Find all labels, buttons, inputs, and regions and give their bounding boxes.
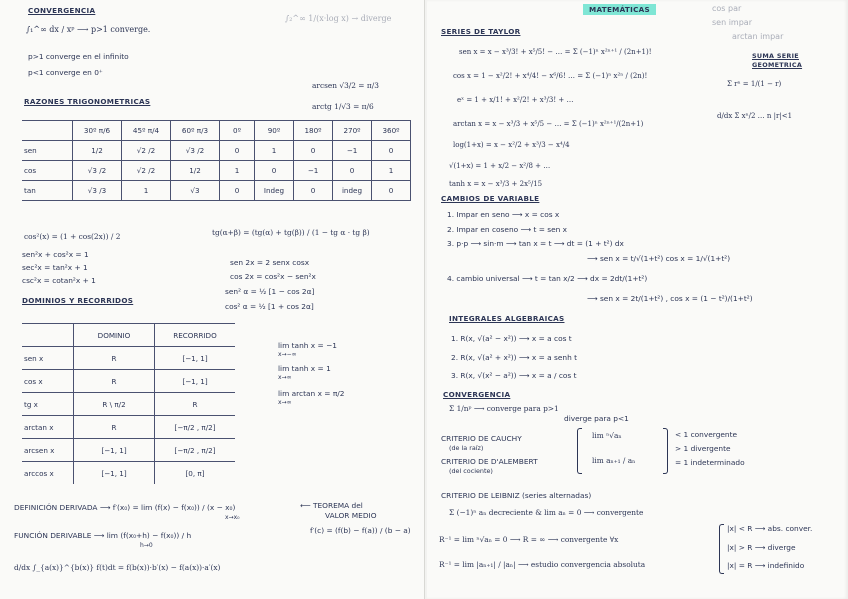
cauchy-limit: lim ⁿ√aₙ bbox=[592, 431, 622, 440]
ratio-lt-1: < 1 convergente bbox=[675, 430, 738, 439]
p-series-diverge: diverge para p<1 bbox=[564, 414, 629, 423]
table-cell: −1 bbox=[333, 141, 372, 161]
table-row bbox=[22, 141, 411, 161]
algebraic-integral-1: 1. R(x, √(a² − x²)) ⟶ x = a cos t bbox=[451, 334, 572, 343]
sqrt-series: √(1+x) = 1 + x/2 − x²/8 + … bbox=[449, 162, 551, 170]
table-cell: arcsen x bbox=[22, 439, 74, 462]
limit-tanh-neg: lim tanh x = −1 bbox=[278, 341, 337, 350]
log-series: log(1+x) = x − x²/2 + x³/3 − x⁴/4 bbox=[453, 141, 570, 149]
geometrica-label: GEOMETRICA bbox=[752, 61, 803, 69]
table-row bbox=[22, 324, 235, 347]
table-cell: 0 bbox=[255, 161, 294, 181]
faint-integral: ∫₂^∞ 1/(x·log x) → diverge bbox=[285, 14, 392, 23]
identity-3: csc²x = cotan²x + 1 bbox=[22, 276, 96, 285]
table-row bbox=[22, 439, 235, 462]
table-cell: −1 bbox=[294, 161, 333, 181]
tg-sum-formula: tg(α+β) = (tg(α) + tg(β)) / (1 − tg α · tg β) bbox=[212, 228, 370, 237]
table-cell: cos x bbox=[22, 370, 74, 393]
identity-2: sec²x = tan²x + 1 bbox=[22, 263, 88, 272]
table-cell: 30º π/6 bbox=[73, 121, 122, 141]
domain-range-table bbox=[22, 323, 235, 484]
table-cell bbox=[22, 121, 73, 141]
criteria-brace-right bbox=[663, 428, 668, 474]
trig-values-table bbox=[22, 120, 411, 201]
cos2alpha-formula: cos² α = ½ [1 + cos 2α] bbox=[225, 302, 314, 311]
table-cell bbox=[22, 324, 74, 347]
table-row bbox=[22, 181, 411, 201]
cos-series: cos x = 1 − x²/2! + x⁴/4! − x⁶/6! … = Σ (−1)ⁿ x²ⁿ / (2n)! bbox=[453, 72, 648, 80]
table-cell: R bbox=[155, 393, 236, 416]
definicion-derivada-sub: x→x₀ bbox=[225, 514, 240, 521]
p-less-note: p<1 converge en 0⁺ bbox=[28, 68, 103, 77]
leibniz-integral-rule: d/dx ∫_{a(x)}^{b(x)} f(t)dt = f(b(x))·b′(x) − f(a(x))·a′(x) bbox=[14, 563, 221, 572]
identity-1: sen²x + cos²x = 1 bbox=[22, 250, 89, 259]
change-var-2: 2. Impar en coseno ⟶ t = sen x bbox=[447, 225, 568, 234]
table-cell: 0 bbox=[333, 161, 372, 181]
limit-arctan: lim arctan x = π/2 bbox=[278, 389, 345, 398]
faint-cos-par: cos par bbox=[712, 4, 742, 13]
convergencia-right-heading: CONVERGENCIA bbox=[443, 390, 511, 399]
change-var-1: 1. Impar en seno ⟶ x = cos x bbox=[447, 210, 560, 219]
limit-tanh-neg-sub: x→−∞ bbox=[278, 351, 297, 358]
table-cell: [−1, 1] bbox=[155, 370, 236, 393]
table-cell: arccos x bbox=[22, 462, 74, 485]
table-cell: [−π/2 , π/2] bbox=[155, 416, 236, 439]
table-cell: DOMINIO bbox=[74, 324, 155, 347]
table-row bbox=[22, 416, 235, 439]
table-cell: 0 bbox=[372, 141, 411, 161]
table-cell: R bbox=[74, 370, 155, 393]
table-cell: [−1, 1] bbox=[155, 347, 236, 370]
p-series-converge: Σ 1/nᵖ ⟶ converge para p>1 bbox=[449, 404, 559, 413]
funcion-derivable: FUNCIÓN DERIVABLE ⟶ lim (f(x₀+h) − f(x₀)) / h bbox=[14, 531, 192, 540]
change-var-4b: ⟶ sen x = 2t/(1+t²) , cos x = (1 − t²)/(1+t²) bbox=[587, 294, 753, 303]
razones-heading: RAZONES TRIGONOMETRICAS bbox=[24, 97, 151, 106]
table-cell: 0 bbox=[220, 141, 255, 161]
table-cell: tg x bbox=[22, 393, 74, 416]
change-var-3b: ⟶ sen x = t/√(1+t²) cos x = 1/√(1+t²) bbox=[587, 254, 731, 263]
radius-ratio-test: R⁻¹ = lim |aₙ₊₁| / |aₙ| ⟶ estudio convergencia absoluta bbox=[439, 560, 646, 569]
abs-indefinido: |x| = R ⟶ indefinido bbox=[727, 561, 805, 570]
algebraic-integral-2: 2. R(x, √(a² + x²)) ⟶ x = a senh t bbox=[451, 353, 578, 362]
p-greater-note: p>1 converge en el infinito bbox=[28, 52, 129, 61]
ratio-gt-1: > 1 divergente bbox=[675, 444, 731, 453]
change-var-4: 4. cambio universal ⟶ t = tan x/2 ⟶ dx = 2dt/(1+t²) bbox=[447, 274, 648, 283]
radius-root-test: R⁻¹ = lim ⁿ√aₙ = 0 ⟶ R = ∞ ⟶ convergente ∀x bbox=[439, 535, 619, 544]
table-cell: 0 bbox=[294, 141, 333, 161]
table-cell: R \ π/2 bbox=[74, 393, 155, 416]
table-cell: 0 bbox=[220, 181, 255, 201]
abs-converge: |x| < R ⟶ abs. conver. bbox=[727, 524, 813, 533]
table-cell: 0 bbox=[372, 181, 411, 201]
cos-squared-formula: cos²(x) = (1 + cos(2x)) / 2 bbox=[24, 232, 121, 241]
teorema-label: ⟵ TEOREMA del bbox=[300, 501, 363, 510]
table-cell: tan bbox=[22, 181, 73, 201]
tvm-formula: f′(c) = (f(b) − f(a)) / (b − a) bbox=[310, 526, 411, 535]
table-cell: √3 /3 bbox=[73, 181, 122, 201]
table-cell: R bbox=[74, 416, 155, 439]
limit-arctan-sub: x→∞ bbox=[278, 399, 292, 406]
derivative-series: d/dx Σ xⁿ/2 … n |r|<1 bbox=[717, 112, 793, 120]
table-cell: 0 bbox=[294, 181, 333, 201]
table-cell: 270º bbox=[333, 121, 372, 141]
convergencia-heading: CONVERGENCIA bbox=[28, 6, 96, 15]
table-cell: 45º π/4 bbox=[122, 121, 171, 141]
exp-series: eˣ = 1 + x/1! + x²/2! + x³/3! + … bbox=[457, 96, 574, 104]
leibniz-criterion-body: Σ (−1)ⁿ aₙ decreciente & lim aₙ = 0 ⟶ convergente bbox=[449, 508, 644, 517]
integrales-algebraicas-heading: INTEGRALES ALGEBRAICAS bbox=[449, 314, 565, 323]
ratio-eq-1: = 1 indeterminado bbox=[675, 458, 745, 467]
table-cell: [−π/2 , π/2] bbox=[155, 439, 236, 462]
table-cell: 0º bbox=[220, 121, 255, 141]
limit-tanh-pos-sub: x→∞ bbox=[278, 374, 292, 381]
cauchy-criterion: CRITERIO DE CAUCHY bbox=[441, 434, 522, 443]
dalembert-sub: (del cociente) bbox=[449, 467, 493, 475]
sen2x-formula: sen 2x = 2 senx cosx bbox=[230, 258, 310, 267]
table-cell: 1 bbox=[372, 161, 411, 181]
table-cell: 60º π/3 bbox=[171, 121, 220, 141]
matematicas-title: MATEMÁTICAS bbox=[583, 4, 656, 15]
limit-tanh-pos: lim tanh x = 1 bbox=[278, 364, 331, 373]
table-cell: RECORRIDO bbox=[155, 324, 236, 347]
funcion-derivable-sub: h→0 bbox=[140, 542, 153, 549]
table-row bbox=[22, 161, 411, 181]
dominios-heading: DOMINIOS Y RECORRIDOS bbox=[22, 296, 134, 305]
table-cell: 1 bbox=[220, 161, 255, 181]
table-cell: cos bbox=[22, 161, 73, 181]
arcsen-value: arcsen √3/2 = π/3 bbox=[312, 81, 379, 90]
table-cell: arctan x bbox=[22, 416, 74, 439]
series-taylor-heading: SERIES DE TAYLOR bbox=[441, 27, 521, 36]
table-cell: √2 /2 bbox=[122, 141, 171, 161]
algebraic-integral-3: 3. R(x, √(x² − a²)) ⟶ x = a / cos t bbox=[451, 371, 577, 380]
cambios-variable-heading: CAMBIOS DE VARIABLE bbox=[441, 194, 540, 203]
table-cell: √3 bbox=[171, 181, 220, 201]
table-cell: R bbox=[74, 347, 155, 370]
table-cell: √2 /2 bbox=[122, 161, 171, 181]
change-var-3: 3. p·p ⟶ sin·m ⟶ tan x = t ⟶ dt = (1 + t²) dx bbox=[447, 239, 624, 248]
table-cell: 1/2 bbox=[171, 161, 220, 181]
table-row bbox=[22, 121, 411, 141]
table-cell: √3 /2 bbox=[73, 161, 122, 181]
integral-convergence: ∫₁^∞ dx / xᵖ ⟶ p>1 converge. bbox=[26, 25, 151, 34]
table-cell: √3 /2 bbox=[171, 141, 220, 161]
table-row bbox=[22, 393, 235, 416]
right-page bbox=[427, 0, 848, 599]
table-cell: 360º bbox=[372, 121, 411, 141]
table-cell: 90º bbox=[255, 121, 294, 141]
faint-arctan-impar: arctan impar bbox=[732, 32, 784, 41]
abs-diverge: |x| > R ⟶ diverge bbox=[727, 543, 796, 552]
table-cell: Indeg bbox=[255, 181, 294, 201]
tanh-series: tanh x = x − x³/3 + 2x⁵/15 bbox=[449, 180, 543, 188]
table-cell: sen bbox=[22, 141, 73, 161]
cauchy-sub: (de la raíz) bbox=[449, 444, 484, 452]
arctg-value: arctg 1/√3 = π/6 bbox=[312, 102, 374, 111]
arctan-series: arctan x = x − x³/3 + x⁵/5 − … = Σ (−1)ⁿ x²ⁿ⁺¹/(2n+1) bbox=[453, 120, 644, 128]
cos2x-formula: cos 2x = cos²x − sen²x bbox=[230, 272, 316, 281]
table-row bbox=[22, 462, 235, 485]
radius-brace bbox=[719, 524, 724, 574]
table-cell: [−1, 1] bbox=[74, 462, 155, 485]
faint-sen-impar: sen impar bbox=[712, 18, 752, 27]
table-cell: 1 bbox=[122, 181, 171, 201]
dalembert-criterion: CRITERIO DE D'ALEMBERT bbox=[441, 457, 538, 466]
table-cell: 1 bbox=[255, 141, 294, 161]
definicion-derivada: DEFINICIÓN DERIVADA ⟶ f′(x₀) = lim (f(x) − f(x₀)) / (x − x₀) bbox=[14, 503, 236, 512]
dalembert-limit: lim aₙ₊₁ / aₙ bbox=[592, 456, 636, 465]
sen-series: sen x = x − x³/3! + x⁵/5! − … = Σ (−1)ⁿ x²ⁿ⁺¹ / (2n+1)! bbox=[459, 48, 652, 56]
table-cell: 180º bbox=[294, 121, 333, 141]
leibniz-criterion-heading: CRITERIO DE LEIBNIZ (series alternadas) bbox=[441, 491, 592, 500]
criteria-brace bbox=[577, 428, 582, 474]
table-cell: [0, π] bbox=[155, 462, 236, 485]
sen2alpha-formula: sen² α = ½ [1 − cos 2α] bbox=[225, 287, 315, 296]
suma-serie-label: SUMA SERIE bbox=[752, 52, 799, 60]
table-cell: sen x bbox=[22, 347, 74, 370]
teorema-label-2: VALOR MEDIO bbox=[325, 511, 377, 520]
table-row bbox=[22, 347, 235, 370]
geometric-series: Σ rⁿ = 1/(1 − r) bbox=[727, 80, 782, 88]
table-cell: indeg bbox=[333, 181, 372, 201]
table-row bbox=[22, 370, 235, 393]
table-cell: 1/2 bbox=[73, 141, 122, 161]
table-cell: [−1, 1] bbox=[74, 439, 155, 462]
